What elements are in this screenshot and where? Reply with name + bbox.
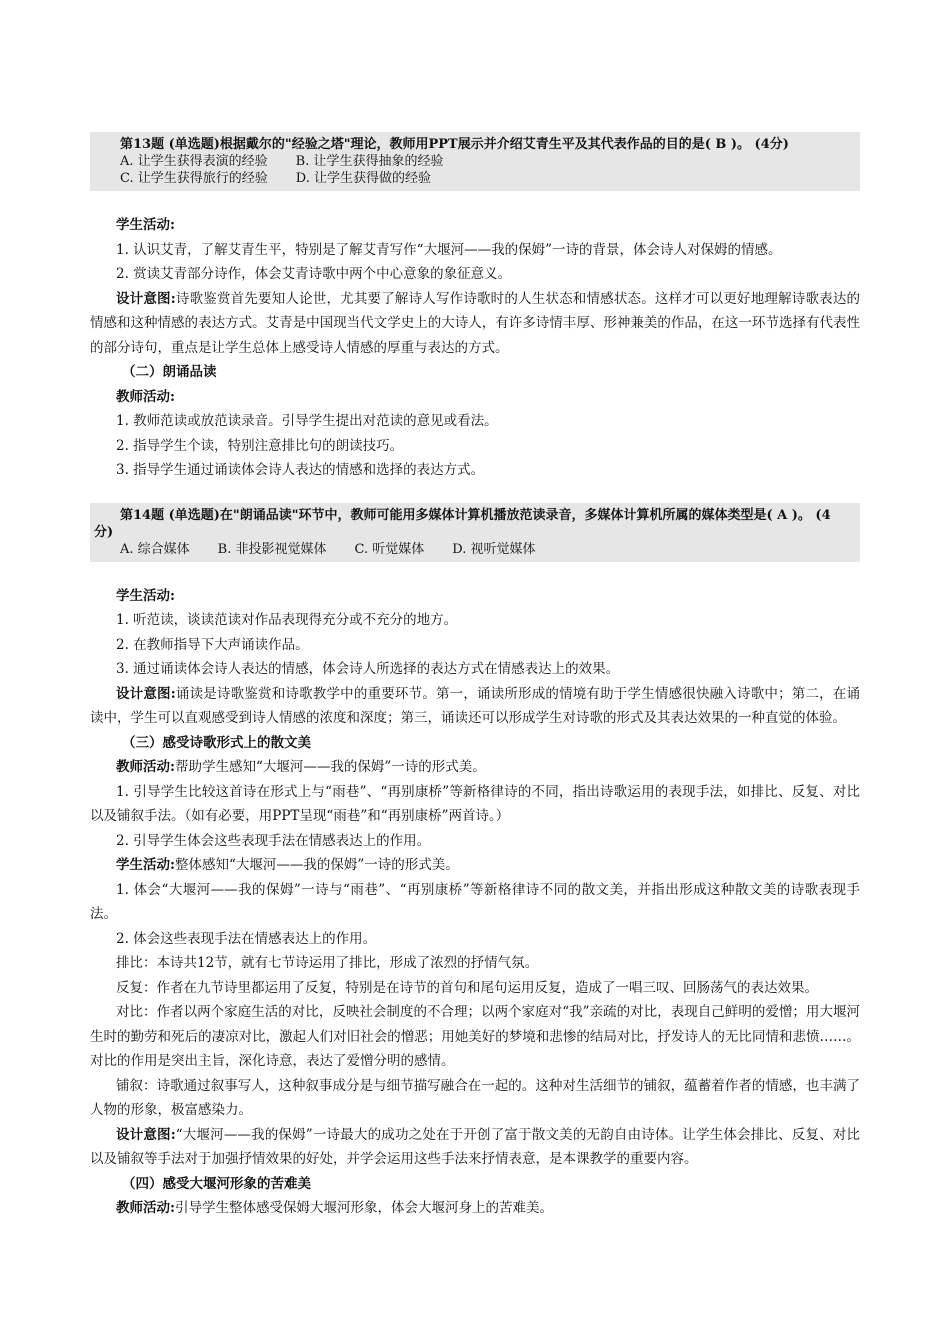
student-activity-text: 整体感知“大堰河——我的保姆”一诗的形式美。 — [174, 857, 459, 873]
design-intent-label: 设计意图: — [116, 685, 176, 702]
option-a: A. 让学生获得表演的经验 — [120, 154, 268, 169]
student-activity-paragraph — [90, 853, 860, 878]
teacher-activity-item: 3. 指导学生通过诵读体会诗人表达的情感和选择的表达方式。 — [116, 462, 485, 478]
section-heading: （四）感受大堰河形象的苦难美 — [122, 1175, 311, 1192]
design-intent-paragraph — [90, 287, 860, 361]
section-heading: （二）朗诵品读 — [122, 364, 217, 380]
question-13-title: 第13题 (单选题)根据戴尔的"经验之塔"理论，教师用PPT展示并介绍艾青生平及其代表作品的目的是( B )。 (4分) — [120, 137, 789, 152]
technique-contrast: 对比：作者以两个家庭生活的对比，反映社会制度的不合理；以两个家庭对“我”亲疏的对比，表现自己鲜明的爱憎；用大堰河生时的勤劳和死后的凄凉对比，激起人们对旧社会的憎恶；用她美好的梦境和悲惨的结局对比，抒发诗人的无比同情和悲愤……。对比的作用是突出主旨，深化诗意，表达了爱憎分明的感情。 — [90, 1004, 860, 1069]
design-intent-label: 设计意图: — [116, 1126, 176, 1143]
question-14-options-row — [94, 541, 854, 558]
teacher-activity-item: 2. 指导学生个读，特别注意排比句的朗读技巧。 — [116, 437, 404, 454]
question-13-options-row-2 — [94, 170, 854, 187]
student-activity-item: 3. 通过诵读体会诗人表达的情感，体会诗人所选择的表达方式在情感表达上的效果。 — [116, 661, 620, 677]
option-d: D. 视听觉媒体 — [452, 541, 536, 557]
question-13-options-row-1 — [94, 153, 854, 170]
teacher-activity-item: 2. 引导学生体会这些表现手法在情感表达上的作用。 — [116, 832, 431, 849]
teacher-activity-paragraph — [90, 755, 860, 780]
option-b: B. 让学生获得抽象的经验 — [295, 154, 444, 169]
student-activity-item: 1. 体会“大堰河——我的保姆”一诗与“雨巷”、“再别康桥”等新格律诗不同的散文美，并指出形成这种散文美的诗歌表现手法。 — [90, 881, 860, 922]
design-intent-paragraph — [90, 1123, 860, 1172]
student-activity-item: 2. 在教师指导下大声诵读作品。 — [116, 636, 309, 653]
student-activity-item: 2. 赏读艾青部分诗作，体会艾青诗歌中两个中心意象的象征意义。 — [116, 266, 512, 282]
option-d: D. 让学生获得做的经验 — [295, 171, 431, 186]
student-activity-heading: 学生活动: — [116, 217, 175, 233]
teacher-activity-text: 帮助学生感知“大堰河——我的保姆”一诗的形式美。 — [174, 759, 486, 775]
student-activity-heading: 学生活动: — [116, 587, 175, 604]
teacher-activity-item: 1. 教师范读或放范读录音。引导学生提出对范读的意见或看法。 — [116, 413, 498, 429]
student-activity-item: 1. 听范读，谈读范读对作品表现得充分或不充分的地方。 — [116, 612, 458, 628]
design-intent-text: 诵读是诗歌鉴赏和诗歌教学中的重要环节。第一，诵读所形成的情境有助于学生情感很快融入诗歌中；第二，在诵读中，学生可以直观感受到诗人情感的浓度和深度；第三，诵读还可以形成学生对诗歌的形式及其表达效果的一种直觉的体验。 — [90, 685, 861, 726]
question-14-title: 第14题 (单选题)在"朗诵品读"环节中，教师可能用多媒体计算机播放范读录音，多媒体计算机所属的媒体类型是( A )。 (4 分) — [94, 507, 831, 540]
option-a: A. 综合媒体 — [120, 541, 190, 557]
design-intent-paragraph — [90, 682, 860, 731]
design-intent-text: “大堰河——我的保姆”一诗最大的成功之处在于开创了富于散文美的无韵自由诗体。让学生体会排比、反复、对比以及铺叙等手法对于加强抒情效果的好处，并学会运用这些手法来抒情表意，是本课教学的重要内容。 — [90, 1126, 860, 1167]
question-13-box — [90, 132, 860, 191]
design-intent-text: 诗歌鉴赏首先要知人论世，尤其要了解诗人写作诗歌时的人生状态和情感状态。这样才可以更好地理解诗歌表达的情感和这种情感的表达方式。艾青是中国现当代文学史上的大诗人，有许多诗情丰厚、形神兼美的作品，在这一环节选择有代表性的部分诗句，重点是让学生总体上感受诗人情感的厚重与表达的方式。 — [90, 290, 861, 356]
student-activity-item: 1. 认识艾青，了解艾青生平，特别是了解艾青写作“大堰河——我的保姆”一诗的背景，体会诗人对保姆的情感。 — [116, 241, 782, 258]
option-c: C. 听觉媒体 — [354, 541, 425, 557]
teacher-activity-heading: 教师活动: — [116, 388, 175, 405]
design-intent-label: 设计意图: — [116, 290, 176, 307]
student-activity-label: 学生活动: — [116, 857, 175, 873]
teacher-activity-label: 教师活动: — [116, 759, 175, 775]
option-b: B. 非投影视觉媒体 — [217, 541, 327, 557]
teacher-activity-paragraph — [90, 1196, 860, 1221]
document-page — [90, 132, 860, 1221]
technique-narration: 铺叙：诗歌通过叙事写人，这种叙事成分是与细节描写融合在一起的。这种对生活细节的铺叙，蕴蓄着作者的情感，也丰满了人物的形象，极富感染力。 — [90, 1077, 860, 1118]
technique-parallelism: 排比：本诗共12节，就有七节诗运用了排比，形成了浓烈的抒情气氛。 — [116, 955, 539, 971]
technique-repetition: 反复：作者在九节诗里都运用了反复，特别是在诗节的首句和尾句运用反复，造成了一唱三叹、回肠荡气的表达效果。 — [116, 979, 818, 996]
teacher-activity-label: 教师活动: — [116, 1200, 175, 1216]
option-c: C. 让学生获得旅行的经验 — [120, 171, 268, 186]
section-heading: （三）感受诗歌形式上的散文美 — [122, 734, 311, 751]
teacher-activity-item: 1. 引导学生比较这首诗在形式上与“雨巷”、“再别康桥”等新格律诗的不同，指出诗歌运用的表现手法，如排比、反复、对比以及铺叙手法。（如有必要，用PPT呈现“雨巷”和“再别康桥”两首诗。） — [90, 783, 860, 824]
question-14-box — [90, 503, 860, 562]
teacher-activity-text: 引导学生整体感受保姆大堰河形象，体会大堰河身上的苦难美。 — [174, 1200, 553, 1216]
student-activity-item: 2. 体会这些表现手法在情感表达上的作用。 — [116, 930, 377, 947]
